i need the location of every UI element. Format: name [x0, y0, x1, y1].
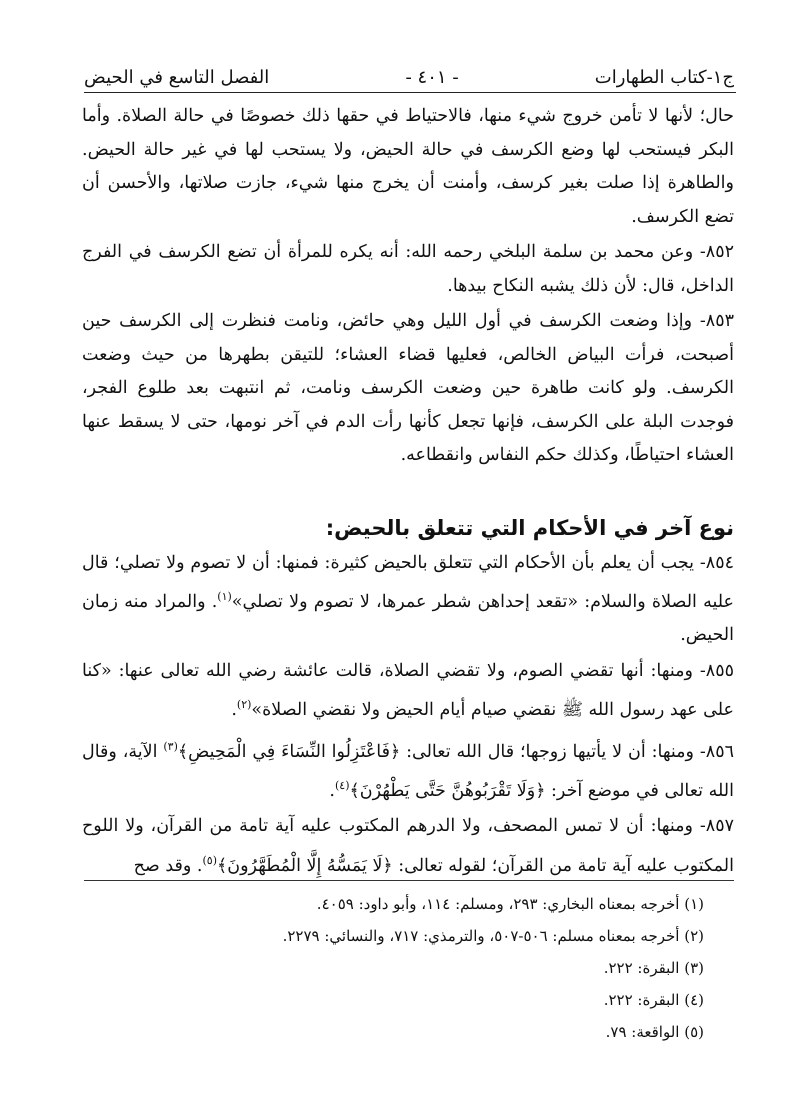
paragraph [82, 547, 734, 653]
paragraph-text: ٨٥٤- يجب أن يعلم بأن الأحكام التي تتعلق بالحيض كثيرة: فمنها: أن لا تصوم ولا تصلي؛ قال عليه الصلاة والسلام: «تقعد إحداهن شطر عمرها، لا تصوم ولا تصلي» [82, 552, 734, 612]
footnote-rule [84, 880, 734, 881]
paragraph-text: . [329, 780, 335, 801]
footnote-ref: (٢) [236, 698, 252, 712]
paragraph [82, 655, 734, 728]
section-heading: نوع آخر في الأحكام التي تتعلق بالحيض: [325, 515, 734, 540]
paragraph [82, 730, 734, 809]
paragraph-text: ٨٥٧- ومنها: أن لا تمس المصحف، ولا الدرهم المكتوب عليه آية تامة من القرآن، ولا اللوح المكتوب عليه آية تامة من القرآن؛ لقوله تعالى: ﴿لَا يَمَسُّهُ إِلَّا الْمُطَهَّرُونَ﴾ [82, 816, 734, 876]
paragraph-text: . [231, 700, 237, 721]
footnote: (٥) الواقعة: ٧٩. [605, 1023, 704, 1041]
paragraph-text: ٨٥٥- ومنها: أنها تقضي الصوم، ولا تقضي الصلاة، قالت عائشة رضي الله تعالى عنها: «كنا على عهد رسول الله ﷺ نقضي صيام أيام الحيض ولا نقضي الصلاة» [82, 660, 734, 721]
footnote-ref: (٥) [202, 853, 217, 867]
footnote: (٤) البقرة: ٢٢٢. [603, 991, 704, 1009]
footnote: (٣) البقرة: ٢٢٢. [603, 959, 704, 977]
footnote: (١) أخرجه بمعناه البخاري: ٢٩٣، ومسلم: ١١٤، وأبو داود: ٤٠٥٩. [316, 895, 704, 913]
paragraph: ٨٥٣- وإذا وضعت الكرسف في أول الليل وهي حائض، ونامت فنظرت إلى الكرسف حين أصبحت، فرأت البياض الخالص، فعليها قضاء العشاء؛ للتيقن بطهرها من حيث وضعت الكرسف. ولو كانت طاهرة حين وضعت الكرسف ونامت، ثم انتبهت بعد طلوع الفجر، فوجدت البلة على الكرسف، فإنها تجعل كأنها رأت الدم في آخر نومها، حتى لا يسقط عنها العشاء احتياطًا، وكذلك حكم النفاس وانقطاعه. [82, 311, 734, 465]
page-number: - ٤٠١ - [405, 66, 459, 88]
section-title: الفصل التاسع في الحيض [84, 66, 270, 88]
paragraph: حال؛ لأنها لا تأمن خروج شيء منها، فالاحتياط في حقها ذلك خصوصًا في حالة الصلاة. وأما البكر فيستحب لها وضع الكرسف في حالة الحيض، ولا يستحب لها في غير حالة الحيض. والطاهرة إذا صلت بغير كرسف، وأمنت أن يخرج منها شيء، جازت صلاتها، والأحسن أن تضع الكرسف. [82, 106, 734, 227]
running-header [84, 62, 734, 92]
paragraph-text: . وقد صح [133, 855, 203, 876]
footnote-ref: (٤) [335, 778, 350, 792]
footnote-ref: (٣) [163, 739, 178, 753]
chapter-title: ج١-كتاب الطهارات [594, 66, 734, 88]
footnote: (٢) أخرجه بمعناه مسلم: ٥٠٦-٥٠٧، والترمذي: ٧١٧، والنسائي: ٢٢٧٩. [282, 927, 704, 945]
main-text [82, 100, 734, 885]
paragraph [82, 810, 734, 883]
paragraph-text: . والمراد منه زمان الحيض. [82, 591, 734, 646]
paragraph-text: ٨٥٦- ومنها: أن لا يأتيها زوجها؛ قال الله تعالى: ﴿فَاعْتَزِلُوا النِّسَاءَ فِي الْمَحِيضِ﴾ [177, 741, 734, 762]
paragraph: ٨٥٢- وعن محمد بن سلمة البلخي رحمه الله: أنه يكره للمرأة أن تضع الكرسف في الفرج الداخل، قال: لأن ذلك يشبه النكاح بيدها. [82, 242, 734, 296]
footnote-ref: (١) [217, 590, 232, 603]
paragraph-text: الآية، وقال الله تعالى في موضع آخر: ﴿وَلَا تَقْرَبُوهُنَّ حَتَّى يَطْهُرْنَ﴾ [82, 741, 734, 801]
header-rule [84, 92, 736, 93]
footnotes [84, 888, 704, 1048]
